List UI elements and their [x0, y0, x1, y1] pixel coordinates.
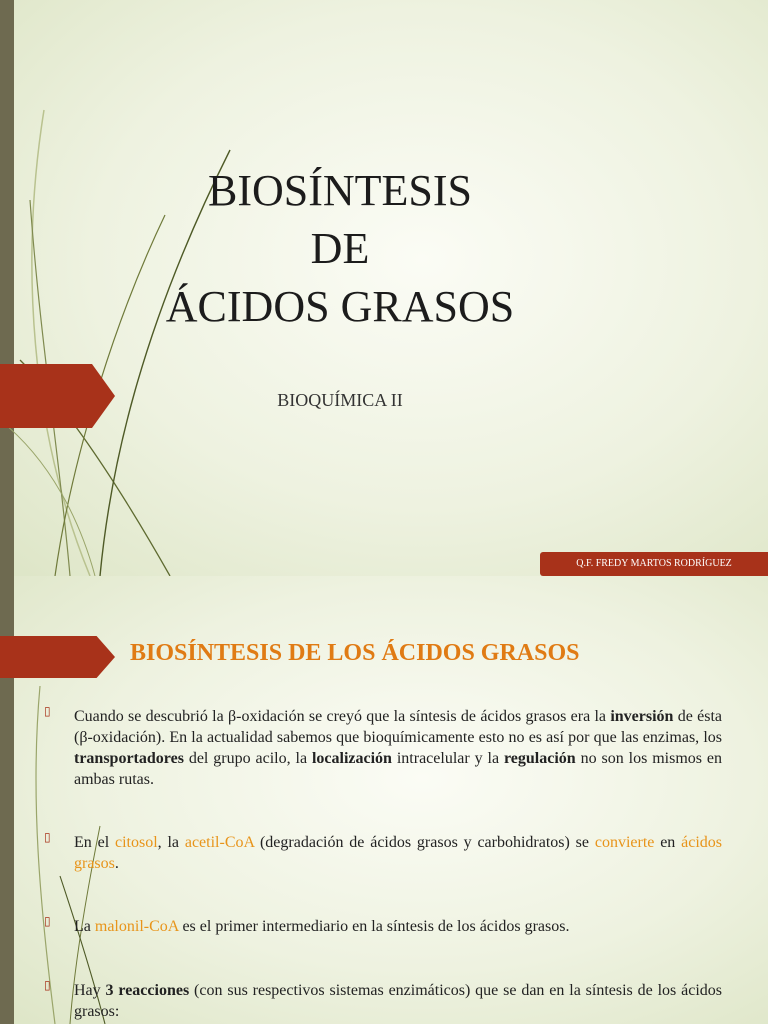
paragraph-1: Cuando se descubrió la β-oxidación se creyó que la síntesis de ácidos grasos era la inversión de ésta (β-oxidación). En la actualidad sabemos que bioquímicamente esto no es así por que las enzimas, los transportadores del grupo acilo, la localización intracelular y la regulación no son los mismos en ambas rutas.	[74, 708, 722, 788]
paragraph-4: Hay 3 reacciones (con sus respectivos sistemas enzimáticos) que se dan en la síntesis de los ácidos grasos:	[74, 982, 723, 1020]
bullet-marker: ▯	[44, 914, 51, 928]
bullet-marker: ▯	[44, 830, 51, 844]
title-line-2: DE	[310, 224, 370, 273]
paragraph-2: En el citosol, la acetil-CoA (degradación de ácidos grasos y carbohidratos) se convierte en ácidos grasos.	[74, 834, 722, 872]
title-line-1: BIOSÍNTESIS	[207, 166, 473, 215]
slide-subtitle: BIOQUÍMICA II	[277, 390, 403, 410]
bullet-marker: ▯	[44, 704, 51, 718]
paragraph-3: La malonil-CoA es el primer intermediario en la síntesis de los ácidos grasos.	[74, 918, 570, 935]
red-arrow-shape	[0, 636, 115, 678]
slide-title	[140, 162, 540, 336]
red-arrow-shape	[0, 364, 115, 428]
bullet-marker: ▯	[44, 978, 51, 992]
content-slide	[0, 576, 768, 1024]
slide-heading: BIOSÍNTESIS DE LOS ÁCIDOS GRASOS	[130, 640, 580, 666]
author-badge: Q.F. FREDY MARTOS RODRÍGUEZ	[540, 552, 768, 576]
title-line-3: ÁCIDOS GRASOS	[165, 282, 515, 331]
